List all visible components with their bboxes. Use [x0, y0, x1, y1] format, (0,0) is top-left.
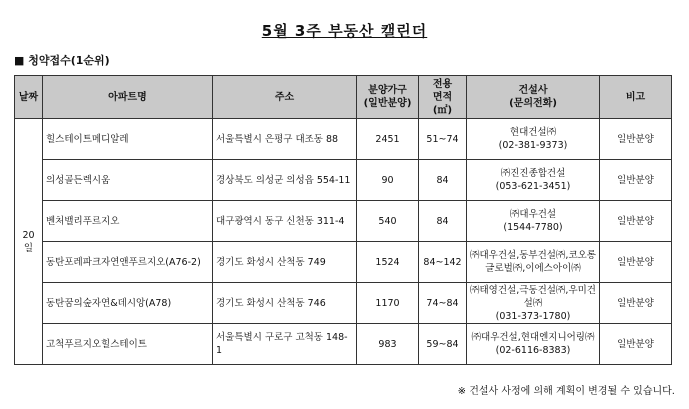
header-apt: 아파트명 — [43, 76, 213, 119]
header-address: 주소 — [213, 76, 357, 119]
area: 84~142 — [419, 242, 467, 283]
address: 경기도 화성시 산척동 749 — [213, 242, 357, 283]
builder: ㈜대우건설 (1544-7780) — [467, 201, 600, 242]
date-cell: 20일 — [15, 119, 43, 365]
area: 74~84 — [419, 283, 467, 324]
note: 일반분양 — [600, 324, 672, 365]
address: 경상북도 의성군 의성읍 554-11 — [213, 160, 357, 201]
table-header-row — [15, 76, 672, 119]
units: 90 — [357, 160, 419, 201]
area: 84 — [419, 160, 467, 201]
note: 일반분양 — [600, 119, 672, 160]
table-row — [15, 283, 672, 324]
footer-note: ※ 건설사 사정에 의해 계획이 변경될 수 있습니다. — [457, 386, 675, 397]
units: 2451 — [357, 119, 419, 160]
section-label: ■ 청약접수(1순위) — [14, 54, 110, 67]
table-row — [15, 242, 672, 283]
header-builder: 건설사 (문의전화) — [467, 76, 600, 119]
units: 1170 — [357, 283, 419, 324]
builder: ㈜대우건설,동부건설㈜,코오롱글로벌㈜,이에스아이㈜ — [467, 242, 600, 283]
address: 서울특별시 구로구 고척동 148-1 — [213, 324, 357, 365]
units: 540 — [357, 201, 419, 242]
table-row — [15, 201, 672, 242]
note: 일반분양 — [600, 242, 672, 283]
builder: ㈜대우건설,현대엔지니어링㈜ (02-6116-8383) — [467, 324, 600, 365]
units: 983 — [357, 324, 419, 365]
area: 84 — [419, 201, 467, 242]
apt-name: 동탄꿈의숲자연&데시앙(A78) — [43, 283, 213, 324]
area: 51~74 — [419, 119, 467, 160]
header-note: 비고 — [600, 76, 672, 119]
calendar-table — [14, 75, 672, 365]
table-row — [15, 160, 672, 201]
note: 일반분양 — [600, 201, 672, 242]
apt-name: 힐스테이트메디알레 — [43, 119, 213, 160]
builder: 현대건설㈜ (02-381-9373) — [467, 119, 600, 160]
units: 1524 — [357, 242, 419, 283]
address: 대구광역시 동구 신천동 311-4 — [213, 201, 357, 242]
page-title: 5월 3주 부동산 캘린더 — [261, 22, 428, 40]
builder: ㈜태영건설,극동건설㈜,우미건설㈜ (031-373-1780) — [467, 283, 600, 324]
builder: ㈜진진종합건설 (053-621-3451) — [467, 160, 600, 201]
apt-name: 동탄포레파크자연앤푸르지오(A76-2) — [43, 242, 213, 283]
header-units: 분양가구 (일반분양) — [357, 76, 419, 119]
table-row — [15, 324, 672, 365]
table-row — [15, 119, 672, 160]
apt-name: 의성골든렉시움 — [43, 160, 213, 201]
address: 서울특별시 은평구 대조동 88 — [213, 119, 357, 160]
apt-name: 벤처밸리푸르지오 — [43, 201, 213, 242]
header-area: 전용 면적 (㎡) — [419, 76, 467, 119]
note: 일반분양 — [600, 283, 672, 324]
address: 경기도 화성시 산척동 746 — [213, 283, 357, 324]
area: 59~84 — [419, 324, 467, 365]
header-date: 날짜 — [15, 76, 43, 119]
apt-name: 고척푸르지오힐스테이트 — [43, 324, 213, 365]
note: 일반분양 — [600, 160, 672, 201]
